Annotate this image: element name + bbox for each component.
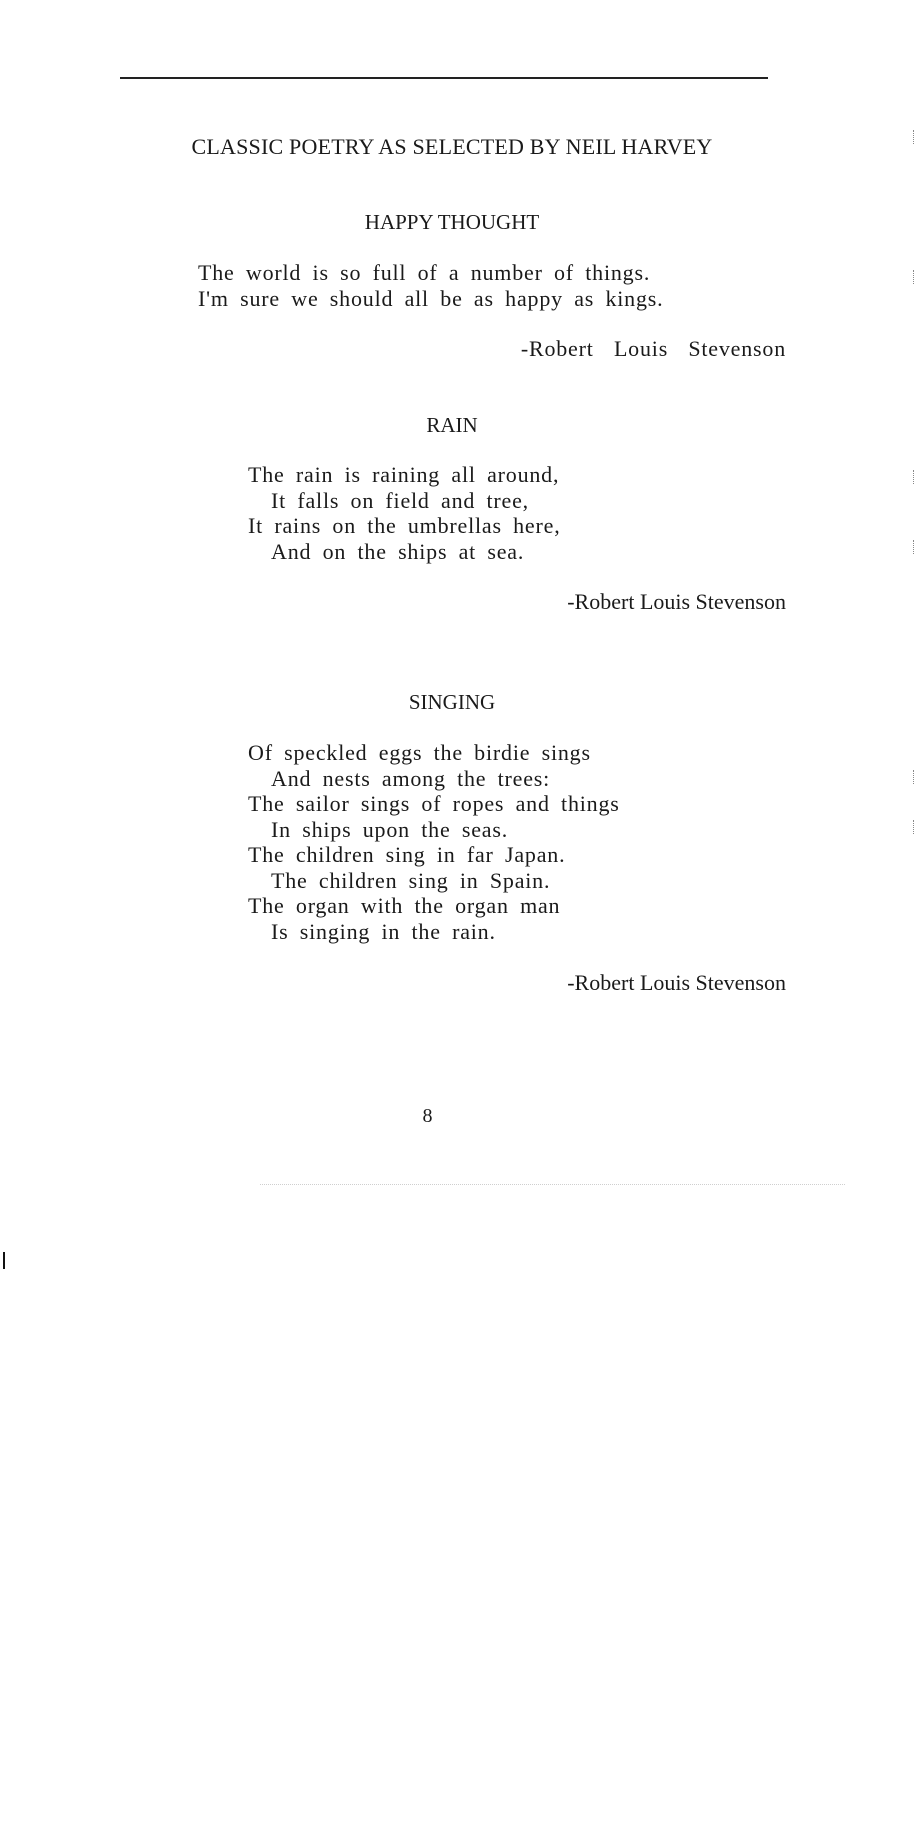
poem-line: The sailor sings of ropes and things [248,791,620,816]
poem-line: In ships upon the seas. [271,816,508,842]
poem-title-rain: RAIN [426,413,478,437]
scan-edge-mark [3,1252,5,1269]
poem-line: It rains on the umbrellas here, [248,513,561,538]
poem-title-happy-thought: HAPPY THOUGHT [364,210,540,234]
scan-edge-tick [913,130,918,144]
poem-line: It falls on field and tree, [271,487,529,513]
poem-title-singing: SINGING [408,690,496,714]
scan-edge-tick [913,540,918,554]
page-number: 8 [422,1105,433,1127]
poem-line: The children sing in far Japan. [248,842,566,867]
scan-speck-line [260,1184,845,1185]
poem-line: And on the ships at sea. [271,538,525,564]
poem-line: The children sing in Spain. [271,867,551,893]
poem-author-happy-thought: -Robert Louis Stevenson [520,336,786,361]
scan-edge-tick [913,470,918,484]
poem-body-singing [248,740,620,944]
poem-author-singing: -Robert Louis Stevenson [567,970,786,995]
poem-line: The world is so full of a number of things. [198,260,651,285]
poem-author-rain: -Robert Louis Stevenson [567,589,786,614]
poem-body-rain [248,462,561,564]
poem-line: The organ with the organ man [248,893,561,918]
page-header: CLASSIC POETRY AS SELECTED BY NEIL HARVEY [191,134,713,159]
poem-line: I'm sure we should all be as happy as kings. [198,285,664,311]
poem-body-happy-thought [198,260,663,311]
poem-line: And nests among the trees: [271,765,551,791]
scan-edge-tick [913,820,918,834]
poem-line: Of speckled eggs the birdie sings [248,740,591,765]
scan-edge-tick [913,770,918,784]
scan-edge-tick [913,270,918,284]
poem-line: Is singing in the rain. [271,918,496,944]
poem-line: The rain is raining all around, [248,462,560,487]
top-rule [120,77,768,79]
